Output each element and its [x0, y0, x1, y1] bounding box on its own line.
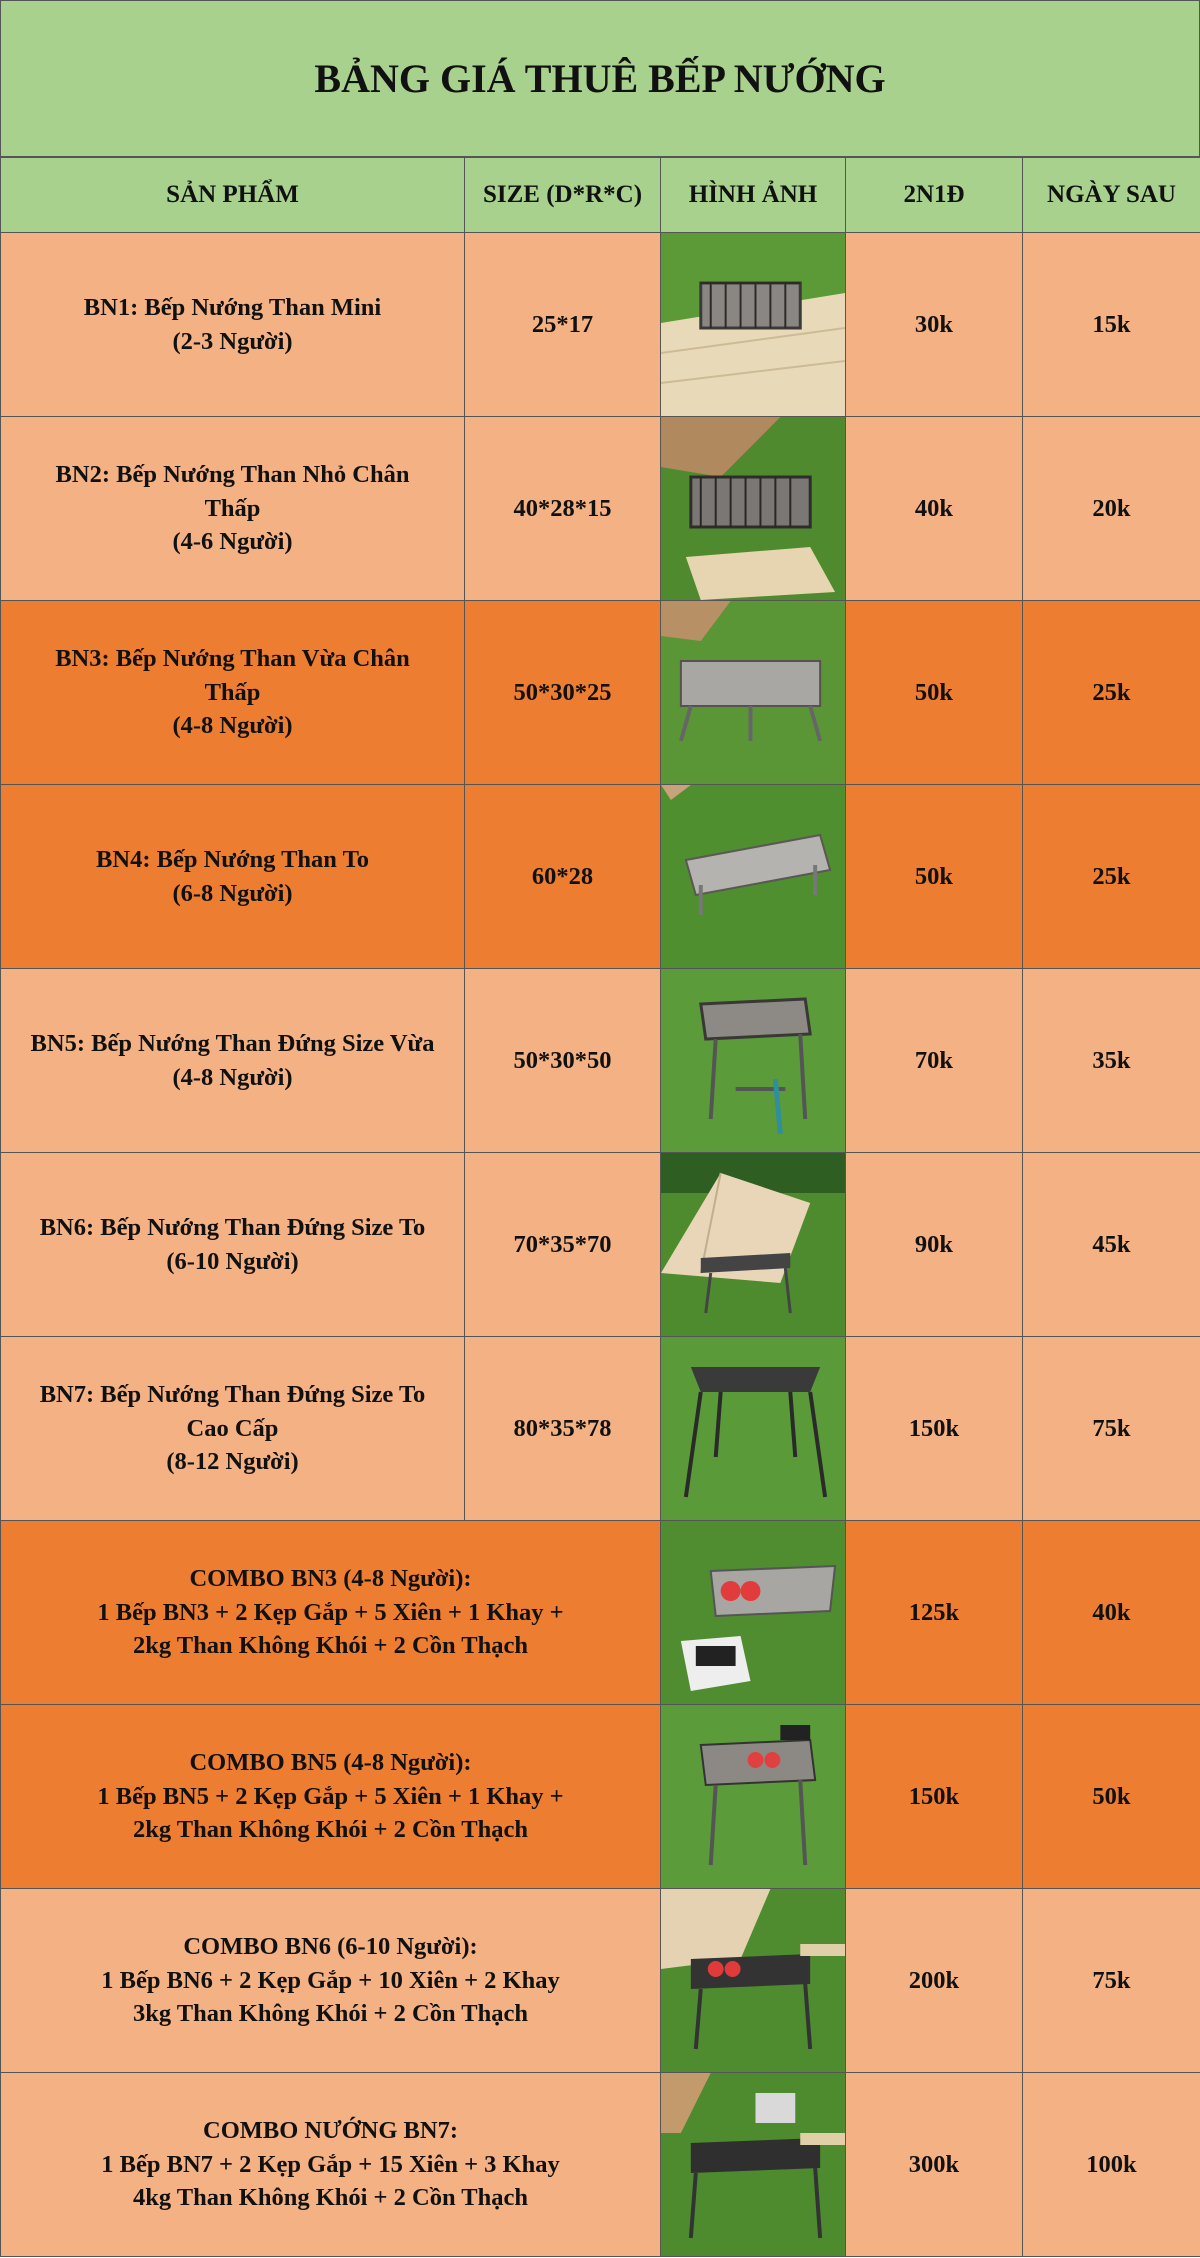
product-capacity: (4-6 Người) [172, 528, 293, 556]
product-capacity: (4-8 Người) [172, 712, 293, 740]
combo-contents: 1 Bếp BN6 + 2 Kẹp Gắp + 10 Xiên + 2 Khay [101, 1966, 560, 1994]
price-next-day: 40k [1023, 1521, 1200, 1705]
product-name-line: BN2: Bếp Nướng Than Nhỏ Chân [55, 461, 410, 489]
price-next-day: 25k [1023, 785, 1200, 969]
combo-title: COMBO NƯỚNG BN7: [203, 2117, 458, 2145]
price-next-day: 75k [1023, 1889, 1200, 2073]
header-size: SIZE (D*R*C) [465, 158, 661, 233]
combo-title: COMBO BN5 (4-8 Người): [189, 1749, 472, 1777]
product-name-line: BN7: Bếp Nướng Than Đứng Size To [39, 1381, 426, 1409]
combo-contents: 1 Bếp BN3 + 2 Kẹp Gắp + 5 Xiên + 1 Khay + [97, 1598, 564, 1626]
table-row-combo [1, 1705, 1200, 1889]
product-name-line: Thấp [204, 494, 261, 522]
table-row-combo [1, 1889, 1200, 2073]
combo-contents: 1 Bếp BN5 + 2 Kẹp Gắp + 5 Xiên + 1 Khay + [97, 1782, 564, 1810]
combo-bn5-photo [661, 1705, 845, 1888]
price-2n1d: 30k [846, 233, 1023, 417]
table-row [1, 233, 1200, 417]
product-name [1, 601, 465, 785]
table-header-row [1, 158, 1200, 233]
product-size: 50*30*50 [465, 969, 661, 1153]
price-next-day: 20k [1023, 417, 1200, 601]
combo-title: COMBO BN6 (6-10 Người): [183, 1933, 478, 1961]
product-name-line: BN4: Bếp Nướng Than To [96, 845, 369, 873]
combo-name [1, 2073, 661, 2257]
product-size: 60*28 [465, 785, 661, 969]
product-name-line: BN6: Bếp Nướng Than Đứng Size To [39, 1213, 426, 1241]
product-capacity: (8-12 Người) [166, 1448, 299, 1476]
combo-name [1, 1521, 661, 1705]
price-2n1d: 200k [846, 1889, 1023, 2073]
price-next-day: 75k [1023, 1337, 1200, 1521]
product-capacity: (6-8 Người) [172, 879, 293, 907]
table-row [1, 969, 1200, 1153]
price-2n1d: 150k [846, 1337, 1023, 1521]
price-2n1d: 125k [846, 1521, 1023, 1705]
combo-contents: 1 Bếp BN7 + 2 Kẹp Gắp + 15 Xiên + 3 Khay [101, 2150, 560, 2178]
price-2n1d: 150k [846, 1705, 1023, 1889]
product-capacity: (4-8 Người) [172, 1063, 293, 1091]
price-next-day: 35k [1023, 969, 1200, 1153]
page-title: BẢNG GIÁ THUÊ BẾP NƯỚNG [0, 0, 1200, 157]
price-2n1d: 90k [846, 1153, 1023, 1337]
combo-contents: 4kg Than Không Khói + 2 Cồn Thạch [132, 2184, 528, 2212]
mini-charcoal-grill-photo [661, 233, 845, 416]
product-name-line: BN1: Bếp Nướng Than Mini [83, 293, 382, 321]
product-name-line: Thấp [204, 678, 261, 706]
product-name-line: BN5: Bếp Nướng Than Đứng Size Vừa [30, 1029, 435, 1057]
product-name [1, 233, 465, 417]
table-row [1, 785, 1200, 969]
price-2n1d: 50k [846, 785, 1023, 969]
premium-standing-grill-photo [661, 1337, 845, 1520]
combo-bn3-photo [661, 1521, 845, 1704]
header-price-next-day: NGÀY SAU [1023, 158, 1200, 233]
price-2n1d: 300k [846, 2073, 1023, 2257]
combo-name [1, 1705, 661, 1889]
price-2n1d: 50k [846, 601, 1023, 785]
combo-name [1, 1889, 661, 2073]
product-size: 80*35*78 [465, 1337, 661, 1521]
medium-low-leg-grill-photo [661, 601, 845, 784]
price-next-day: 45k [1023, 1153, 1200, 1337]
product-capacity: (2-3 Người) [172, 327, 293, 355]
table-row [1, 601, 1200, 785]
product-name [1, 785, 465, 969]
small-low-leg-grill-photo [661, 417, 845, 600]
product-name [1, 969, 465, 1153]
product-size: 25*17 [465, 233, 661, 417]
price-next-day: 100k [1023, 2073, 1200, 2257]
product-name [1, 417, 465, 601]
price-table [0, 157, 1200, 2257]
product-name-line: Cao Cấp [186, 1414, 279, 1442]
price-2n1d: 70k [846, 969, 1023, 1153]
product-name [1, 1153, 465, 1337]
price-next-day: 50k [1023, 1705, 1200, 1889]
table-row [1, 1153, 1200, 1337]
header-product: SẢN PHẨM [1, 158, 465, 233]
header-price-2n1d: 2N1Đ [846, 158, 1023, 233]
medium-standing-grill-photo [661, 969, 845, 1152]
combo-contents: 3kg Than Không Khói + 2 Cồn Thạch [132, 2000, 528, 2028]
combo-contents: 2kg Than Không Khói + 2 Cồn Thạch [132, 1816, 528, 1844]
large-standing-grill-tent-photo [661, 1153, 845, 1336]
table-row-combo [1, 2073, 1200, 2257]
large-charcoal-grill-photo [661, 785, 845, 968]
product-size: 50*30*25 [465, 601, 661, 785]
product-name [1, 1337, 465, 1521]
product-capacity: (6-10 Người) [166, 1247, 299, 1275]
price-next-day: 25k [1023, 601, 1200, 785]
product-name-line: BN3: Bếp Nướng Than Vừa Chân [55, 645, 410, 673]
product-size: 70*35*70 [465, 1153, 661, 1337]
header-image: HÌNH ẢNH [661, 158, 846, 233]
price-2n1d: 40k [846, 417, 1023, 601]
table-row [1, 1337, 1200, 1521]
combo-title: COMBO BN3 (4-8 Người): [189, 1565, 472, 1593]
table-row [1, 417, 1200, 601]
product-size: 40*28*15 [465, 417, 661, 601]
table-row-combo [1, 1521, 1200, 1705]
price-next-day: 15k [1023, 233, 1200, 417]
combo-bn7-photo [661, 2073, 845, 2256]
combo-bn6-photo [661, 1889, 845, 2072]
combo-contents: 2kg Than Không Khói + 2 Cồn Thạch [132, 1632, 528, 1660]
